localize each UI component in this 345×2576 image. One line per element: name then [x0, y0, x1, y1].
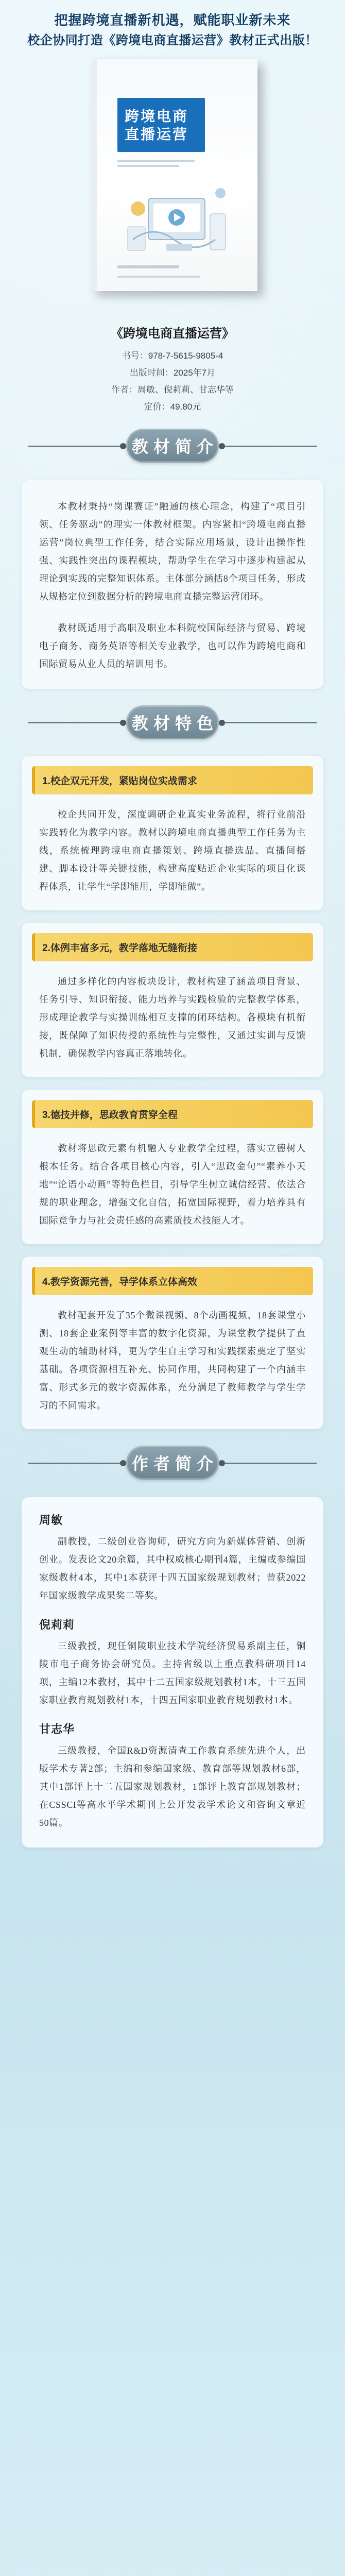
intro-card: [22, 480, 323, 689]
feature-text: 通过多样化的内容板块设计，教材构建了涵盖项目背景、任务引导、知识衔接、能力培养与实践检验的完整教学体系，形成理论教学与实操训练相互支撑的闭环结构。各模块有机衔接，既保障了知识传授的系统性与完整性，又通过实训与反馈机制，确保教学内容真正落地转化。: [39, 976, 306, 1059]
author-name: 倪莉莉: [39, 1618, 75, 1632]
feature-card: [22, 1090, 323, 1244]
author-block: [39, 1512, 306, 1605]
section-title-intro-label: 教材简介: [126, 429, 219, 463]
author-bio: 三级教授，现任铜陵职业技术学院经济贸易系副主任，铜陵市电子商务协会研究员。主持省级以上重点教科研项目14项，主编12本教材，其中十二五国家级规划教材1本，十三五国家职业教育规划教材1本，十四五国家职业教育规划教材1本。: [39, 1641, 306, 1706]
authors-card: [22, 1497, 323, 1848]
author-bio: 副教授，二级创业咨询师，研究方向为新媒体营销、创新创业。发表论文20余篇，其中权威核心期刊4篇，主编或参编国家级教材4本，其中1本获评十四五国家级规划教材；曾获2022年国家级教学成果奖二等奖。: [39, 1536, 306, 1601]
feature-card: [22, 756, 323, 910]
book-cover-area: [0, 59, 345, 327]
book-cover-image: [92, 59, 257, 291]
feature-title: 3.德技并修，思政教育贯穿全程: [32, 1100, 313, 1128]
book-cover-subtitle-lines: [117, 160, 200, 170]
author-name: 周敏: [39, 1514, 63, 1527]
feature-card: [22, 1257, 323, 1429]
price-value: 49.80元: [170, 402, 201, 412]
isbn-label: 书号：: [122, 351, 148, 361]
isbn-value: 978-7-5615-9805-4: [148, 351, 223, 361]
headline-1: 把握跨境直播新机遇，赋能职业新未来: [54, 12, 291, 28]
authors-row: [0, 382, 345, 395]
book-cover-title: [117, 98, 205, 152]
author-name: 甘志华: [39, 1723, 75, 1736]
publish-date-value: 2025年7月: [173, 368, 216, 378]
intro-paragraph: 本教材秉持“岗课赛证”融通的核心理念，构建了“项目引领、任务驱动”的理实一体教材框架。内容紧扣“跨境电商直播运营”岗位典型工作任务，结合实际应用场景，设计出操作性强、实践性突出的课程模块，帮助学生在学习中逐步构建起从理论到实践的完整知识体系。主体部分涵括8个项目任务，形成从规格定位到数据分析的跨境电商直播完整运营闭环。: [39, 501, 306, 602]
feature-text: 校企共同开发，深度调研企业真实业务流程，将行业前沿实践转化为教学内容。教材以跨境电商直播典型工作任务为主线，系统梳理跨境电商直播策划、跨境直播选品、直播间搭建、脚本设计等关键技能，构建高度贴近企业实际的项目化课程体系，让学生“学即能用，学即能做”。: [39, 809, 306, 892]
price-label: 定价：: [144, 402, 170, 412]
publish-date-row: [0, 365, 345, 378]
section-title-features: [28, 702, 317, 743]
book-cover-authors: [117, 265, 179, 268]
authors-label: 作者：: [111, 385, 137, 395]
publish-date-label: 出版时间：: [129, 368, 174, 378]
feature-text: 教材将思政元素有机融入专业教学全过程，落实立德树人根本任务。结合各项目核心内容，引入“思政金句”“素养小天地”“论语小动画”等特色栏目，引导学生树立诚信经营、依法合规的职业理念，增强文化自信，拓宽国际视野，着力培养具有国际竞争力与社会责任感的高素质技术技能人才。: [39, 1143, 306, 1226]
feature-text: 教材配套开发了35个微课视频、8个动画视频、18套课堂小测、18套企业案例等丰富的数字化资源，为课堂教学提供了直观生动的辅助材料，更为学生自主学习和实践探索奠定了坚实基础。各项资源相互补充、协同作用，共同构建了一个内涵丰富、形式多元的数字资源体系，充分满足了教师教学与学生学习的不同需求。: [39, 1310, 306, 1411]
book-title: 《跨境电商直播运营》: [111, 327, 234, 341]
author-block: [39, 1721, 306, 1832]
author-block: [39, 1616, 306, 1709]
section-title-features-label: 教材特色: [126, 705, 219, 739]
author-bio: 三级教授，全国R&D资源清查工作教育系统先进个人，出版学术专著2部；主编和参编国家级、教育部等规划教材6部，其中1部评上十二五国家规划教材，1部评上教育部规划教材；在CSSCI等高水平学术期刊上公开发表学术论文和咨询文章近50篇。: [39, 1745, 306, 1828]
headline-2: 校企协同打造《跨境电商直播运营》教材正式出版！: [27, 33, 318, 48]
book-info: [0, 323, 345, 412]
feature-title: 4.教学资源完善，导学体系立体高效: [32, 1267, 313, 1295]
section-title-authors-label: 作者简介: [126, 1446, 219, 1480]
feature-title: 1.校企双元开发，紧贴岗位实战需求: [32, 766, 313, 794]
book-cover-title-line-2: 直播运营: [125, 126, 189, 142]
book-cover-publisher: [117, 276, 200, 278]
book-cover-title-line-1: 跨境电商: [125, 108, 189, 124]
price-row: [0, 399, 345, 412]
header: [0, 0, 345, 49]
section-title-intro: [28, 426, 317, 467]
isbn-row: [0, 348, 345, 361]
feature-title: 2.体例丰富多元，教学落地无缝衔接: [32, 933, 313, 961]
feature-card: [22, 923, 323, 1077]
book-cover-illustration: [117, 178, 241, 260]
intro-paragraph: 教材既适用于高职及职业本科院校国际经济与贸易、跨境电子商务、商务英语等相关专业教学，也可以作为跨境电商和国际贸易从业人员的培训用书。: [39, 623, 306, 670]
section-title-authors: [28, 1443, 317, 1484]
authors-value: 周敏、倪莉莉、甘志华等: [137, 385, 234, 395]
